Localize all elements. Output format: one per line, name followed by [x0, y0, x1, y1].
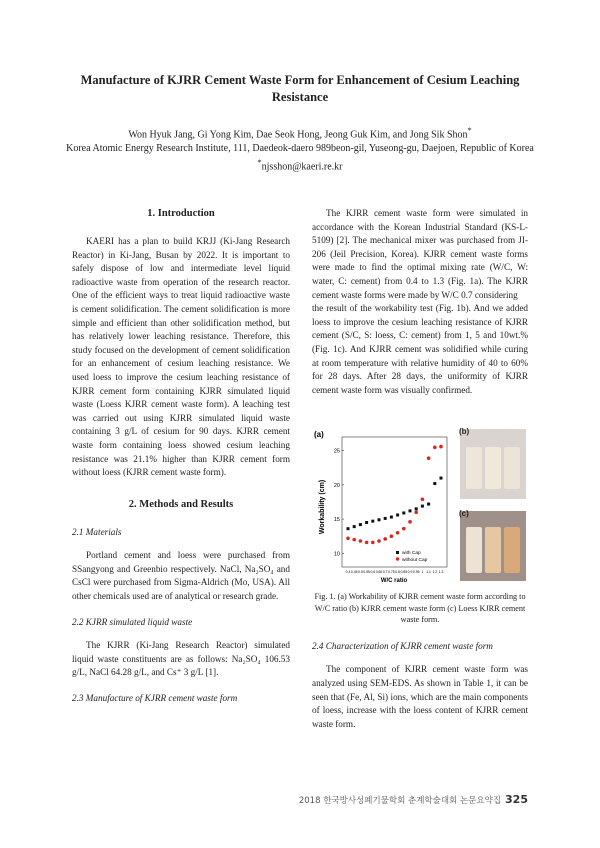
panel-label-a: (a) — [314, 430, 324, 440]
point-with-cap — [390, 516, 393, 519]
plot-frame — [342, 437, 447, 567]
point-with-cap — [347, 527, 350, 530]
y-tick-label: 10 — [333, 551, 340, 558]
intro-paragraph: KAERI has a plan to build KRJJ (Ki-Jang Research Reactor) in Ki-Jang, Busan by 2022. It is important to safely dispose of low and intermediate level liquid radioactive waste from operation of the research reactor. One of the efficient ways to treat liquid radioactive waste is cement solidification. The cement solidification is more simple and efficient than other solidification method, but has relatively lower leaching resistance. Therefore, this study focused on the development of cement solidification for an enhancement of cesium leaching resistance. We used loess to improve the cesium leaching resistance of KJRR cement form containing KJRR simulated liquid waste (Loess KJRR cement waste form). A leaching test was carried out using KJRR simulated liquid waste containing 3 g/L of cesium for 90 days. KJRR cement waste form containing loess showed cesium leaching resistance was 21.1% higher than KJRR cement form without loess (KJRR cement waste form). — [72, 236, 290, 478]
section-heading-methods: 2. Methods and Results — [128, 498, 234, 510]
x-tick-label: 1.1 — [426, 570, 431, 575]
sample-cup — [466, 447, 482, 489]
point-without-cap — [346, 537, 350, 541]
author-names: Won Hyuk Jang, Gi Yong Kim, Dae Seok Hong, Jeong Guk Kim, and Jong Sik Shon — [128, 129, 468, 141]
subsection-characterization: 2.4 Characterization of KJRR cement waste form — [312, 640, 493, 651]
point-without-cap — [365, 541, 369, 545]
sample-cup — [485, 527, 501, 573]
point-with-cap — [415, 508, 418, 511]
legend-label-with-cap: with Cap — [402, 551, 421, 557]
point-without-cap — [359, 540, 363, 544]
point-with-cap — [433, 482, 436, 485]
manufacture-paragraph-cont: the result of the workability test (Fig. 1b). And we added loess to improve the cesium leaching resistance of KJRR cement (S/C, S: loess, C: cement) from 1, 5 and 10wt.% (Fig. 1c). And KJRR cement was solidified while curing at room temperature with relative humidity of 40 to 60% for 28 days. After 28 days, the uniformity of KJRR cement waste form was visually confirmed. — [312, 303, 528, 395]
point-with-cap — [402, 512, 405, 515]
simulated-waste-paragraph: The KJRR (Ki-Jang Research Reactor) simulated liquid waste constituents are as follows: Na₂SO₄ 106.53 g/L, NaCl 64.28 g/L, and Cs⁺ 3 g/L [1]. — [72, 640, 290, 678]
x-tick-label: 0.5 — [358, 570, 363, 575]
x-tick-label: 0.65 — [375, 570, 383, 575]
subsection-materials: 2.1 Materials — [72, 526, 122, 537]
photo-panel-b — [460, 429, 526, 499]
x-axis-label: W/C ratio — [380, 578, 408, 585]
figure-1 — [312, 427, 528, 585]
sample-cup — [504, 447, 520, 489]
page-footer — [299, 793, 528, 806]
x-tick-label: 0.55 — [363, 570, 370, 575]
x-tick-label: 1 — [421, 570, 424, 575]
x-tick-label: 0.75 — [388, 570, 395, 575]
point-with-cap — [440, 477, 443, 480]
point-without-cap — [390, 535, 394, 539]
section-heading-introduction: 1. Introduction — [147, 208, 215, 219]
x-tick-label: 0.4 — [345, 570, 351, 575]
point-with-cap — [359, 523, 362, 526]
x-tick-label: 0.45 — [350, 570, 358, 575]
affiliation: Korea Atomic Energy Research Institute, 111, Daedeok-daero 989beon-gil, Yuseong-gu, Daejoen, Republic of Korea — [66, 143, 534, 155]
author-line — [60, 124, 540, 142]
point-with-cap — [365, 521, 368, 524]
point-without-cap — [427, 457, 431, 461]
x-tick-label: 0.9 — [407, 570, 413, 575]
point-with-cap — [353, 525, 356, 528]
x-tick-label: 0.95 — [412, 570, 420, 575]
photo-panel-c — [460, 511, 526, 581]
characterization-paragraph: The component of KJRR cement waste form was analyzed using SEM-EDS. As shown in Table 1, it can be seen that (Fe, Al, Si) ions, which are the main components of loess, increase with the loess content of KJRR cement waste form. — [312, 664, 528, 729]
x-tick-label: 1.2 — [432, 570, 438, 575]
point-without-cap — [414, 511, 418, 515]
legend-marker-with-cap — [396, 551, 399, 554]
x-tick-label: 0.85 — [400, 570, 408, 575]
point-without-cap — [421, 498, 425, 502]
point-with-cap — [378, 519, 381, 522]
panel-label-b: (b) — [459, 427, 470, 437]
point-with-cap — [409, 510, 412, 513]
sample-cup — [504, 527, 520, 573]
y-tick-label: 20 — [333, 483, 340, 490]
x-tick-label: 0.7 — [382, 570, 388, 575]
point-without-cap — [433, 446, 437, 450]
subsection-manufacture: 2.3 Manufacture of KJRR cement waste form — [72, 693, 238, 704]
point-with-cap — [384, 517, 387, 520]
x-tick-label: 0.6 — [370, 570, 376, 575]
legend-label-without-cap: without Cap — [402, 558, 428, 564]
point-without-cap — [377, 540, 381, 544]
y-axis-label: Workability (cm) — [319, 480, 326, 535]
legend — [396, 550, 428, 563]
sample-cup — [485, 447, 501, 489]
point-without-cap — [408, 520, 412, 524]
author-block — [60, 124, 540, 175]
subsection-simulated-waste: 2.2 KJRR simulated liquid waste — [72, 616, 193, 627]
y-tick-label: 15 — [333, 517, 340, 524]
workability-chart — [312, 427, 454, 585]
point-without-cap — [439, 445, 443, 449]
email-line — [60, 156, 540, 174]
point-without-cap — [396, 531, 400, 535]
paper-title: Manufacture of KJRR Cement Waste Form for Enhancement of Cesium Leaching Resistance — [80, 73, 520, 104]
page-number: 325 — [505, 793, 528, 806]
point-without-cap — [383, 537, 387, 541]
panel-label-c: (c) — [459, 509, 469, 519]
y-tick-label: 25 — [333, 448, 340, 455]
point-with-cap — [371, 520, 374, 523]
footer-text: 2018 한국방사성폐기물학회 춘계학술대회 논문요약집 — [298, 796, 502, 806]
email: njsshon@kaeri.re.kr — [261, 161, 343, 173]
corresponding-mark: * — [467, 126, 472, 135]
x-tick-label: 0.8 — [395, 570, 400, 575]
sample-cup — [466, 527, 482, 573]
point-without-cap — [371, 541, 375, 545]
materials-paragraph: Portland cement and loess were purchased from SSangyong and Greenbio respectively. NaCl, Na₂SO₄ and CsCl were purchased from Sigma-Aldrich (Mo, USA). All other chemicals used are of analytical or research grade. — [72, 550, 290, 602]
point-with-cap — [421, 505, 424, 508]
point-with-cap — [396, 514, 399, 517]
left-column — [72, 207, 290, 716]
point-without-cap — [402, 527, 406, 531]
point-without-cap — [352, 538, 356, 542]
point-with-cap — [427, 503, 430, 506]
legend-marker-without-cap — [396, 558, 399, 561]
email-mark: * — [257, 158, 262, 168]
manufacture-paragraph: The KJRR cement waste form were simulated in accordance with the Korean Industrial Standard (KS-L-5109) [2]. The mechanical mixer was purchased from JI-206 (Jeil Precision, Korea). KJRR cement waste forms were made to find the optimal mixing rate (W/C, W: water, C: cement) from 0.4 to 1.3 (Fig. 1a). The KJRR cement waste forms were made by W/C 0.7 considering — [312, 208, 528, 300]
right-column — [312, 207, 528, 743]
x-tick-label: 1.3 — [438, 570, 444, 575]
figure-caption: Fig. 1. (a) Workability of KJRR cement waste form according to W/C ratio (b) KJRR cement waste form (c) Loess KJRR cement waste form. — [314, 592, 526, 625]
